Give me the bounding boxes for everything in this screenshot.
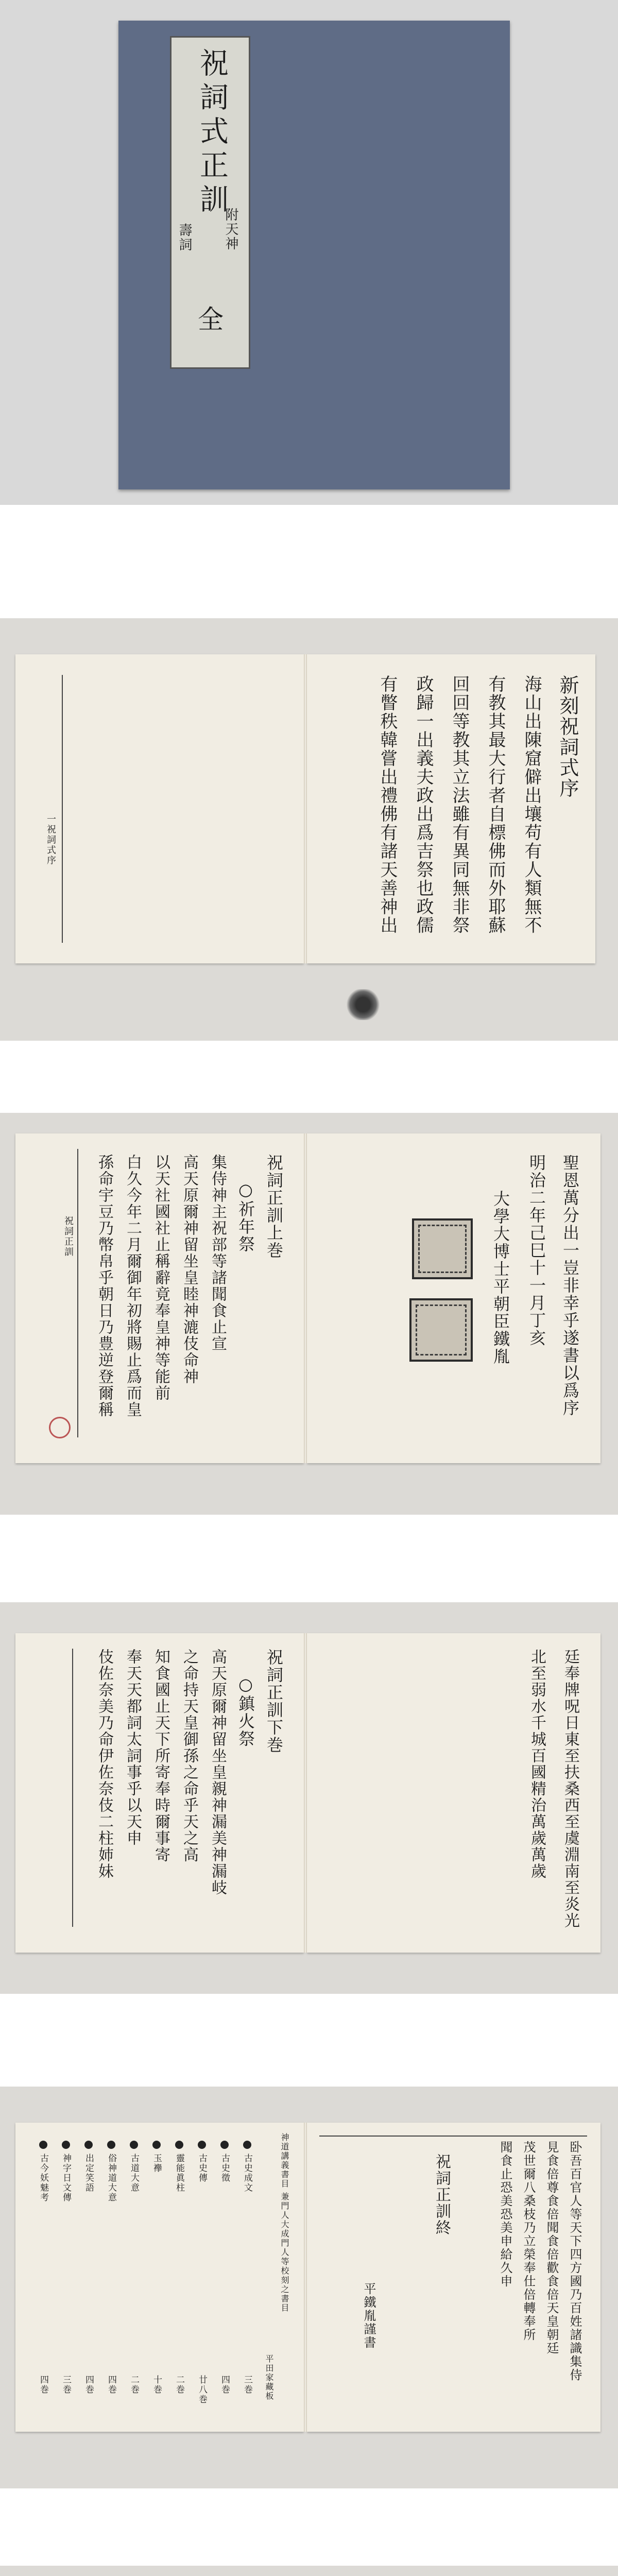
preface-line-4: 政歸一出義夫政出爲吉祭也政儒 <box>413 675 434 935</box>
cover-volume-mark: 全 <box>194 306 224 332</box>
norito-end-line-4: 聞食止恐美恐美申給久申 <box>498 2141 512 2288</box>
catalogue-bullet <box>130 2141 138 2149</box>
prayer-closing-line-2: 北至弱水千城百國精治萬歲萬歲 <box>528 1649 546 1879</box>
volume-two-panel <box>0 1602 618 1994</box>
kinensai-line-4: 白久今年二月爾御年初將賜止爲而皇 <box>124 1154 142 1418</box>
preface-author: 大學大博士平朝臣鐵胤 <box>491 1190 510 1365</box>
norito-end-line-1: 卧吾百官人等天下四方國乃百姓諸識集侍 <box>568 2141 582 2382</box>
catalogue-title: 神字日文傳 <box>61 2154 71 2202</box>
catalogue-title: 古道大意 <box>129 2154 139 2193</box>
norito-end-line-3: 茂世爾八桑枝乃立榮奉仕倍轉奉所 <box>521 2141 536 2342</box>
volume-two-title: 祝詞正訓下巻 <box>264 1649 284 1754</box>
catalogue-title: 古史成文 <box>242 2154 252 2193</box>
preface-line-2: 有教其最大行者自標佛而外耶蘇 <box>485 675 506 935</box>
section-heading-kinensai: ○祈年祭 <box>236 1180 255 1253</box>
catalogue-title: 古史徵 <box>219 2154 230 2183</box>
right-page <box>307 1633 600 1953</box>
left-page <box>15 654 304 963</box>
chinkasai-line-5: 伎佐奈美乃命伊佐奈伎二柱姉妹 <box>95 1649 113 1879</box>
preface-line-5: 有瞥秩韓嘗出禮佛有諸天善神出 <box>377 675 398 935</box>
preface-date: 明治二年己巳十一月丁亥 <box>527 1154 546 1347</box>
preface-line-1: 海山出陳窟僻出壤苟有人類無不 <box>521 675 542 935</box>
catalogue-count: 二巻 <box>129 2375 139 2395</box>
author-signature: 平鐵胤謹書 <box>362 2282 376 2349</box>
section-heading-chinkasai: ○鎮火祭 <box>236 1674 255 1748</box>
chinkasai-line-4: 奉天天都詞太詞事乎以天申 <box>124 1649 142 1846</box>
catalogue-count: 三巻 <box>61 2375 71 2395</box>
chinkasai-line-1: 高天原爾神留坐皇親神漏美神漏岐 <box>209 1649 227 1896</box>
kinensai-line-3: 以天社國社止稱辭竟奉皇神等能前 <box>152 1154 170 1401</box>
norito-end-title: 祝詞正訓終 <box>433 2154 451 2236</box>
catalogue-panel-one <box>0 2087 618 2488</box>
catalogue-publisher: 平田家藏板 <box>264 2354 274 2401</box>
catalogue-bullet <box>198 2141 206 2149</box>
kinensai-line-1: 集侍神主祝部等諸聞食止宣 <box>209 1154 227 1352</box>
chinkasai-line-2: 之命持天皇御孫之命乎天之高 <box>180 1649 198 1863</box>
cover-subtitle-right: 附天神 <box>223 208 238 251</box>
preface-panel <box>0 618 618 1041</box>
catalogue-count: 二巻 <box>174 2375 184 2395</box>
volume-one-panel <box>0 1113 618 1515</box>
norito-end-line-2: 見食倍尊食倍聞食倍歡食倍天皇朝廷 <box>544 2141 559 2355</box>
preface-line-3: 回回等教其立法雖有異同無非祭 <box>449 675 470 935</box>
catalogue-count: 四巻 <box>38 2375 48 2395</box>
catalogue-panel-two <box>0 2566 618 2576</box>
catalogue-bullet <box>107 2141 115 2149</box>
catalogue-title: 俗神道大意 <box>106 2154 116 2202</box>
catalogue-count: 十巻 <box>151 2375 162 2395</box>
catalogue-count: 三巻 <box>242 2375 252 2395</box>
margin-book-title: 祝詞正訓 <box>63 1216 74 1257</box>
catalogue-count: 四巻 <box>106 2375 116 2395</box>
catalogue-title: 玉襷 <box>151 2154 162 2173</box>
catalogue-title: 古史傳 <box>197 2154 207 2183</box>
catalogue-title: 靈能眞柱 <box>174 2154 184 2193</box>
preface-closing-line: 聖恩萬分出一豈非幸乎遂書以爲序 <box>560 1154 580 1417</box>
cover-panel <box>0 0 618 505</box>
catalogue-bullet <box>84 2141 93 2149</box>
preface-heading: 新刻祝詞式序 <box>556 675 579 799</box>
catalogue-bullet <box>152 2141 161 2149</box>
cover-subtitle-left: 壽詞 <box>177 223 192 252</box>
catalogue-bullet <box>220 2141 229 2149</box>
catalogue-bullet <box>62 2141 70 2149</box>
chinkasai-line-3: 知食國止天下所寄奉時爾事寄 <box>152 1649 170 1863</box>
square-seal-upper <box>412 1218 473 1279</box>
volume-one-title: 祝詞正訓上巻 <box>264 1154 284 1259</box>
catalogue-count: 四巻 <box>83 2375 94 2395</box>
prayer-closing-line-1: 廷奉牌呪日東至扶桑西至虞淵南至炎光 <box>561 1649 579 1929</box>
square-seal-lower <box>409 1298 473 1362</box>
red-library-stamp <box>49 1417 71 1438</box>
kinensai-line-2: 高天原爾神留坐皇睦神漉伎命神 <box>180 1154 198 1385</box>
catalogue-title: 出定笑語 <box>83 2154 94 2193</box>
catalogue-header: 神道講義書目 兼門人大成門人等校刻之書目 <box>280 2133 289 2313</box>
catalogue-bullet <box>175 2141 183 2149</box>
kinensai-line-5: 孫命宇豆乃幣帛乎朝日乃豊逆登爾稱 <box>95 1154 113 1418</box>
catalogue-count: 廿八巻 <box>197 2375 207 2404</box>
catalogue-bullet <box>39 2141 47 2149</box>
catalogue-title: 古今妖魅考 <box>38 2154 48 2202</box>
title-slip <box>170 36 250 369</box>
catalogue-bullet <box>243 2141 251 2149</box>
ink-blot <box>345 989 381 1020</box>
cover-title: 祝詞式正訓 <box>195 48 229 218</box>
preface-margin-label: 一祝詞式序 <box>45 814 56 866</box>
catalogue-count: 四巻 <box>219 2375 230 2395</box>
